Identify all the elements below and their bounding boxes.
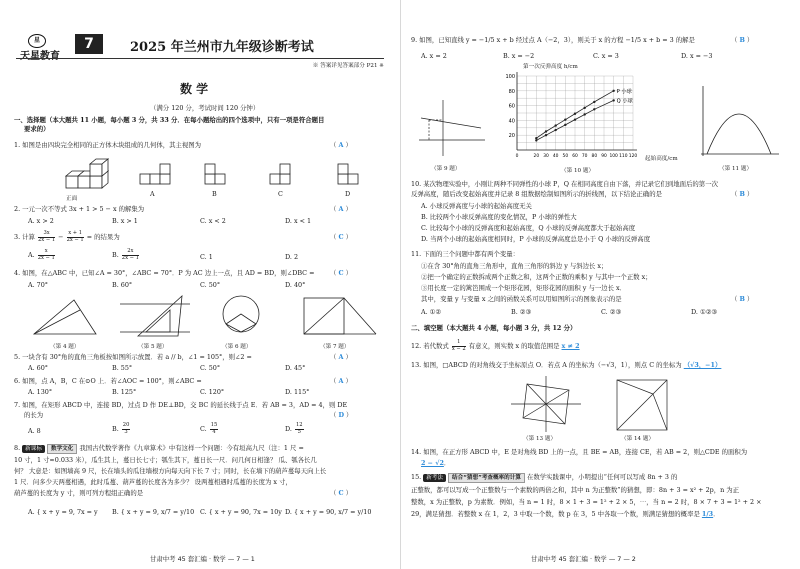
q11-option-b[interactable]: B. ②③ [511,308,532,316]
q10-line-1: 10. 某次物理实验中，小刚让两种不同弹性的小球 P，Q 在相同高度自由下落，并记录它们到地面后的第一次 [411,180,718,188]
q15-answer: 1/3 [701,510,714,518]
q6-answer: （ A ） [330,377,352,385]
q7-option-b-frac [122,423,131,435]
logo-text: 天星教育 [20,51,60,62]
q7-option-b-label: B. [112,425,121,434]
q7-option-d-label: D. [285,425,294,434]
q7-stem-cont: 的长为 [24,411,44,419]
x-tick-label: 20 [533,154,540,159]
q3-stem-tail: 的结果为 [94,233,120,242]
x-tick-label: 90 [601,154,607,159]
q7-option-c[interactable] [200,423,219,435]
y-tick-label: 20 [508,133,515,140]
q14-square-figure [615,378,669,432]
q6-caption: （第 6 题） [222,344,252,350]
q4-caption: （第 4 题） [50,344,80,350]
q1-answer-value: A [338,141,344,149]
x-tick-label: 80 [591,154,598,159]
q1-stem: 1. 如图是由四块完全相同的正方体木块组成的几何体，其主视图为 [14,141,202,149]
q9-option-c[interactable]: C. x = 3 [593,52,619,60]
q7-option-c-frac [210,423,219,435]
q3-frac-1 [38,231,55,243]
q1-option-a[interactable]: A [150,190,155,198]
q13-stem [411,361,721,369]
q3-option-b-num: 2x [122,249,139,256]
q4-stem: 4. 如图，在△ABC 中，已知∠A = 30°，∠ABC = 70°．P 为 AC 边上一点，且 AD = BD，则∠DBC = [14,269,315,277]
q13-stem-text: 13. 如图，□ABCD 的对角线交于坐标原点 O．若点 A 的坐标为（−√3，1），则点 C 的坐标为 [411,361,682,369]
q7-option-b-den: 3 [124,428,128,435]
q15-line-1: 在数学实践课中，小明提出“任何可以写成 8n + 3 的 [526,473,678,481]
x-tick-label: 110 [619,154,628,159]
y-tick-label: 100 [505,74,515,80]
q10-caption: （第 10 题） [561,168,595,174]
q2-option-d[interactable]: D. x < 1 [285,217,312,225]
data-point-p [574,113,576,115]
q15-line-3: 整数，x 为正整数，p 为素数．例如，当 n = 1 时，8 × 1 + 3 = 1² + 2 × 5，⋯，当 n = 2 时，8 × 7 + 3 = 1² + 2 × [411,498,762,506]
q10-line-2: 反弹高度，随后改变起始高度并记录 8 组数据绘制如图所示的折线图，以下结论正确的是 [411,190,662,198]
logo-emblem: 星 [28,34,46,48]
q7-answer-value: D [338,411,344,419]
q3-frac-2-den: 2x − 1 [66,236,84,243]
q9-caption: （第 9 题） [431,166,461,172]
q13-answer: （√3，−1） [683,361,722,369]
q10-answer-value: B [739,190,745,198]
data-point-q [545,134,547,136]
q9-answer-value: B [739,36,745,44]
x-tick-label: 100 [609,154,618,159]
q3-option-a-frac [38,249,55,261]
q13-parallelogram-figure [511,376,581,432]
data-point-q [574,118,576,120]
q11-answer-value: B [739,295,745,303]
q8-line-3: 何？ 大意是：如图墙高 9 尺，长在墙头的瓜往墙根方向每天向下长 7 寸；同时，长在墙下的葫芦蔓每天向上长 [14,467,327,475]
series-label: P 小球 [616,88,632,95]
q11-answer: （ B ） [731,295,754,303]
q4-answer-value: C [338,269,344,277]
q7-option-a[interactable]: A. 8 [28,427,41,435]
q3-option-b[interactable] [112,249,140,261]
q5-setsquare-figure [120,294,190,340]
q3-frac-1-num: 3x [38,231,55,238]
q5-option-c[interactable]: C. 50° [200,364,221,372]
q7-rectangle-figure [300,294,380,340]
data-point-q [554,129,556,131]
section2-heading: 二、填空题（本大题共 4 小题，每小题 3 分，共 12 分） [411,324,577,332]
x-tick-label: 60 [572,154,578,159]
data-point-p [535,137,537,139]
q1-option-b-figure [205,162,229,186]
q8-badge-new-standard: 新课标 [22,445,45,453]
x-tick-label: 0 [515,154,519,159]
q6-option-b[interactable]: B. 125° [112,388,137,396]
q3-frac-2-num: x + 1 [68,230,83,236]
q8-line-2: 10 寸，1 寸≈0.033 米），瓜生其上，蔓日长七寸；瓠生其下，蔓日长一尺．问几何日相逢？ 瓜、瓠各长几 [14,456,317,464]
q3-option-b-den: 2x − 1 [121,254,139,261]
q1-option-c[interactable]: C [278,190,283,198]
q15-stem: 15. 新考法 结合“猜想”考查概率的计算 在数学实践课中，小明提出“任何可以写成 8n + 3 的 [411,473,678,481]
q5-option-d[interactable]: D. 45° [285,364,306,372]
q11-caption: （第 11 题） [719,166,753,172]
q12-frac-den: x − 2 [451,345,466,352]
q10-option-b[interactable]: B. 比较两个小球反弹高度的变化情况，P 小球的弹性大 [421,213,577,221]
q7-option-b[interactable] [112,423,131,435]
data-point-p [583,107,585,109]
x-tick-label: 120 [628,154,638,159]
data-point-p [593,101,595,103]
q6-option-c[interactable]: C. 120° [200,388,225,396]
data-point-p [612,90,614,92]
q12-stem [411,340,580,352]
x-tick-label: 70 [581,154,588,159]
q3-option-a[interactable] [28,249,56,261]
q9-option-b[interactable]: B. x = −2 [503,52,535,60]
q13-caption: （第 13 题） [523,436,557,442]
q2-option-a[interactable]: A. x > 2 [28,217,54,225]
data-point-p [554,124,556,126]
q14-answer: 2 − √2 [421,459,444,467]
exam-info: （满分 120 分，考试时间 120 分钟） [150,104,260,112]
q5-caption: （第 5 题） [138,344,168,350]
q8-option-a[interactable]: A. { x + y = 9, 7x = y [28,508,98,516]
q10-option-d[interactable]: D. 当两个小球的起始高度相同时，P 小球的反弹高度总是小于 Q 小球的反弹高度 [421,235,651,243]
q6-stem: 6. 如图，点 A，B，C 在⊙O 上．若∠AOC = 100°，则∠ABC = [14,377,202,385]
q15-line-4-text: 29，满足猜想．若整数 x 在 1，2，3 中取一个数，数 p 在 3，5 中各取一个数，则满足猜想的概率是 [411,510,700,518]
q11-option-c[interactable]: C. ②③ [601,308,622,316]
q8-option-c[interactable]: C. { x + y = 90, 7x = 10y [200,508,282,516]
paper-number: 7 [75,34,103,54]
section1-heading: 一、选择题（本大题共 11 小题，每小题 3 分，共 33 分．在每小题给出的四个选项中，只有一项是符合题目 [14,116,325,124]
q5-stem: 5. 一块含有 30°角的直角三角板按如图所示放置．若 a // b，∠1 = 105°，则∠2 = [14,353,252,361]
q10-option-c[interactable]: C. 比较每个小球的反弹高度和起始高度，Q 小球的反弹高度都大于起始高度 [421,224,636,232]
q4-option-b[interactable]: B. 60° [112,281,133,289]
q1-front-label: 正面 [66,196,78,202]
q1-option-b[interactable]: B [212,190,217,198]
x-tick-label: 50 [562,154,569,159]
q7-stem: 7. 如图，在矩形 ABCD 中，连接 BD，过点 D 作 DE⊥BD，交 BC 的延长线于点 E．若 AB = 3，AD = 4，则 DE [14,401,348,409]
q1-option-d-figure [338,162,362,186]
q3-stem-lead: 3. 计算 [14,233,35,242]
q11-parabola-figure [697,84,781,158]
q3-option-d[interactable]: D. 2 [285,253,299,261]
q11-option-a[interactable]: A. ①② [421,308,442,316]
q2-option-b[interactable]: B. x > 1 [112,217,138,225]
q12-stem-tail: 有意义，则实数 x 的取值范围是 [468,342,560,351]
q7-answer: （ D ） [330,411,353,419]
q3-stem: 3. 计算 $\frac{3x}{2x - 1}$ − $\frac{x + 1}{2x - 1}$ = 的结果为 [14,230,120,243]
q5-answer-value: A [338,353,344,361]
q5-answer: （ A ） [330,353,352,361]
q3-answer: （ C ） [330,233,352,241]
q15-line-4: 29，满足猜想．若整数 x 在 1，2，3 中取一个数，数 p 在 3，5 中各取一个数，则满足猜想的概率是 1/3． [411,510,720,518]
footer-right: 甘肃中考 45 套汇编 · 数学 — 7 — 2 [531,555,636,563]
q1-option-c-figure [270,162,294,186]
q15-badge-topic: 结合“猜想”考查概率的计算 [448,473,525,483]
q9-line-figure [419,96,485,158]
q1-option-d[interactable]: D [345,190,351,198]
q7-option-c-num: 15 [210,422,218,428]
q12-answer: x ≠ 2 [561,342,580,351]
data-point-q [564,124,566,126]
q6-circle-figure [216,292,266,340]
q11-line-4: ③用长度一定的篱笆围成一个矩形花园，矩形花园的面积 y 与一边长 x． [421,284,627,292]
q11-line-1: 11. 下面的三个问题中都有两个变量： [411,250,520,258]
q3-option-c[interactable]: C. 1 [200,253,213,261]
q7-option-b-num: 20 [122,422,130,428]
q7-option-d-num: 12 [295,422,303,428]
q3-answer-value: C [338,233,344,241]
chart10-xlabel: 起始高度/cm [645,156,678,162]
q7-option-d-den: 5 [297,428,301,435]
q1-option-a-figure [140,162,170,186]
q3-option-b-frac [122,249,139,261]
header-rule [16,58,384,59]
q9-option-a[interactable]: A. x = 2 [421,52,447,60]
q5-option-a[interactable]: A. 60° [28,364,49,372]
q10-line-chart [501,70,641,162]
q12-frac [452,340,466,352]
q10-answer: （ B ） [731,190,754,198]
q4-triangle-figure [30,296,100,338]
footer-left: 甘肃中考 45 套汇编 · 数学 — 7 — 1 [150,555,255,563]
q7-option-d-frac [295,423,304,435]
q8-badge-math-culture: 数学文化 [47,444,77,454]
q1-solid-figure [60,152,120,196]
y-tick-label: 40 [508,118,515,125]
q3-option-b-label: B. [112,251,121,260]
exam-title: 2025 年兰州市九年级诊断考试 [130,40,314,55]
q14-answer-line: 2 − √2． [421,459,451,467]
q4-option-a[interactable]: A. 70° [28,281,49,289]
q2-answer: （ A ） [330,205,352,213]
q8-answer-value: C [338,489,344,497]
q6-option-a[interactable]: A. 130° [28,388,53,396]
q14-caption: （第 14 题） [621,436,655,442]
q8-line-1: 我国古代数学著作《九章算术》中有这样一个问题：今有垣高九尺（注：1 尺 = [79,444,304,452]
q4-option-c[interactable]: C. 50° [200,281,221,289]
q3-option-a-num: x [38,249,55,256]
q6-option-d[interactable]: D. 115° [285,388,310,396]
q7-caption: （第 7 题） [320,344,350,350]
q11-line-5: 其中，变量 y 与变量 x 之间的函数关系可以用如图所示的图象表示的是 [421,295,622,303]
q7-option-c-den: 4 [212,428,216,435]
y-tick-label: 60 [508,103,515,110]
q2-answer-value: A [338,205,344,213]
q3-option-a-den: 2x − 1 [37,254,55,261]
q8-line-4: 1 尺．问多少天两蔓相遇，此时瓜蔓、葫芦蔓的长度各为多少？ 设两蔓相遇时瓜蔓的长度为 x 寸， [14,478,292,486]
data-point-q [593,108,595,110]
q9-stem: 9. 如图，已知直线 y = −1/5 x + b 经过点 A（−2，3），则关于 x 的方程 −1/5 x + b = 3 的解是 [411,36,695,44]
q15-line-2: 正整数，都可以写成一个正整数与一个素数的两倍之和，其中 n 为正整数”的猜想，即：8n + 3 = x² + 2p，n 为正 [411,486,740,494]
q4-option-d[interactable]: D. 40° [285,281,306,289]
data-point-p [545,130,547,132]
q3-frac-2 [67,231,84,243]
q3-option-a-label: A. [28,251,37,260]
q1-answer: （ A ） [330,141,352,149]
right-page [400,0,800,569]
q8-option-b[interactable]: B. { x + y = 9, x/7 = y/10 [112,508,195,516]
q11-line-2: ①在含 30°角的直角三角形中，直角三角形的斜边 y 与斜边长 x； [421,262,608,270]
q7-option-c-label: C. [200,425,209,434]
q12-frac-num: 1 [452,340,466,347]
answer-reference: ※ 答案详见答案部分 P21 ※ [312,63,384,69]
q6-answer-value: A [338,377,344,385]
x-tick-label: 30 [543,154,549,159]
subject-title: 数 学 [180,82,209,96]
q8-stem: 8. 新课标 数学文化 我国古代数学著作《九章算术》中有这样一个问题：今有垣高九尺（注：1 尺 = [14,444,304,452]
data-point-q [583,113,585,115]
q9-answer: （ B ） [731,36,754,44]
q11-line-3: ②把一个确定的正数拆成两个正数之和，这两个正数的乘积 y 与其中一个正数 x； [421,273,652,281]
x-tick-label: 40 [552,154,559,159]
q2-option-c[interactable]: C. x < 2 [200,217,226,225]
q8-option-d[interactable]: D. { x + y = 90, x/7 = y/10 [285,508,372,516]
data-point-q [612,99,614,101]
series-label: Q 小球 [616,98,633,105]
q7-option-d[interactable] [285,423,305,435]
q3-frac-1-den: 2x − 1 [37,236,56,243]
data-point-q [535,139,537,141]
y-tick-label: 80 [508,88,515,95]
q8-answer: （ C ） [330,489,352,497]
q8-line-5: 葫芦蔓的长度为 y 寸，则可列方程组正确的是 [14,489,144,497]
data-point-p [564,118,566,120]
q15-badge-new-method: 新考法 [423,474,446,482]
q10-option-a[interactable]: A. 小球反弹高度与小球的起始高度无关 [421,202,532,210]
q5-option-b[interactable]: B. 55° [112,364,133,372]
q2-stem: 2. 一元一次不等式 3x + 1 > 5 − x 的解集为 [14,205,145,213]
q14-stem: 14. 如图，在正方形 ABCD 中，E 是对角线 BD 上的一点，且 BE = AB，连接 CE，若 AB = 2，则△CDE 的面积为 [411,448,748,456]
q4-answer: （ C ） [330,269,352,277]
q12-stem-lead: 12. 若代数式 [411,342,449,351]
q9-option-d[interactable]: D. x = −3 [681,52,713,60]
chart10-title: 第一次反弹高度 h/cm [523,64,578,70]
section1-heading-cont: 要求的） [24,125,50,133]
q11-option-d[interactable]: D. ①②③ [691,308,718,316]
